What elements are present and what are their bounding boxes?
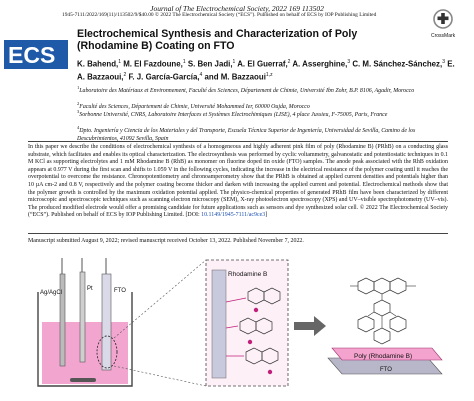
electrochemical-cell	[38, 258, 132, 386]
author-affiliation-marker: 1	[118, 59, 121, 65]
crossmark-icon	[433, 9, 453, 29]
substrate-label: FTO	[380, 367, 392, 373]
author-name: and M. Bazzaoui	[204, 72, 266, 82]
journal-title: Journal of The Electrochemical Society, 2022 169 113502	[150, 4, 324, 13]
author-name: M. El Fazdoune,	[123, 59, 183, 69]
doi-line: 1945-7111/2022/169(11)/113502/9/$40.00 © 2022 The Electrochemical Society (“ECS”). Published on behalf of ECS by IOP Publishing Limited	[62, 12, 377, 18]
fto-electrode-strip	[212, 270, 226, 378]
affiliation-4: $^4$Dpto. Ingeniería y Ciencia de los Materiales y del Transporte, Escuela Técnica Superior de Ingeniería, Universidad de Sevilla, Camino de los Descubrimientos, 41092 Sevilla, Spain	[77, 125, 416, 142]
electrode-ag-agcl	[60, 274, 65, 366]
affiliation-2: $^2$Faculté des Sciences, Département de Chimie, Université Mohammed Ier, 60000 Oujda, Morocco	[77, 101, 310, 110]
abstract-text: In this paper we describe the conditions of electrochemical synthesis of a homogeneous and highly adherent pink film of poly (Rhodamine B) (PRhB) on a conducting glass substrate, which facilitates and enables its optical characterization. The electrosynthesis was performed by cyclic voltammetry, galvanostatic and potentiostatic techniques in 0.1 M KCl as supporting electrolytes and 1 mM Rhodamine B (RhB) as monomer on fluorine doped tin oxide (FTO) samples. The anode peak associated with the RhB oxidation appears at 0.977 V during the first scan and shifts to 1.059 V in the following cycles, indicating the increase in the electrical resistance of the polymer coating until it reaches the overpotential to overcome the resistance. Chronopotentiometry and chronoamperometry show that the PRhB is obtained at applied current densities and potentials higher than 10 µA cm-2 and 0.8 V, respectively and the polymer coating become thicker and darken with increasing the applied current and potential. Electrochemical methods show that the polymer growth is controlled by the maximum oxidation potential applied. The physico-chemical properties of generated PRhB film have been characterized by different microscopic and spectroscopic techniques such as scanning electron microscopy (SEM), X-ray photoelectron spectroscopy (XPS) and UV–visible spectrophotometry (UV–vis). The produced modified electrode would offer a promising candidate for future applications such as sensors and dye synthesized solar cell.	[28, 144, 448, 211]
author-name: S. Ben Jadi,	[187, 59, 233, 69]
monomer-label: Rhodamine B	[228, 271, 268, 278]
author-affiliation-marker: 1,z	[265, 72, 273, 79]
abstract	[28, 144, 448, 220]
electrode-pt	[80, 272, 85, 362]
author-affiliation-marker: 3	[442, 59, 445, 65]
electrode-label-fto: FTO	[114, 288, 126, 294]
author-affiliation-marker: 2	[287, 59, 291, 65]
polymer-label: Poly (Rhodamine B)	[354, 353, 413, 360]
electrode-fto	[102, 274, 111, 370]
author-name: F. J. García-García,	[128, 72, 200, 82]
author-affiliation-marker: 4	[199, 72, 203, 79]
divider-bottom	[28, 233, 448, 234]
author-affiliation-marker: 1	[182, 59, 186, 65]
arrow-icon	[294, 316, 326, 336]
electrode-label-pt: Pt	[87, 286, 93, 292]
doi-link[interactable]: 10.1149/1945-7111/ac9ce3	[201, 212, 266, 219]
copyright-text: © 2022 The Electrochemical Society (“ECS”). Published on behalf of ECS by IOP Publishing Limited. [DOI:	[28, 204, 449, 219]
author-affiliation-marker: 1	[232, 59, 236, 65]
author-name: C. M. Sánchez-Sánchez,	[352, 59, 443, 69]
zoom-panel	[206, 260, 288, 386]
crossmark-badge[interactable]	[431, 9, 455, 39]
graphical-abstract	[28, 252, 448, 394]
article-title	[77, 28, 407, 52]
author-affiliation-marker: 2	[123, 72, 127, 79]
crossmark-label: CrossMark	[431, 33, 456, 39]
author-name: K. Bahend,	[77, 59, 119, 69]
polymer-coating-illustration	[328, 278, 442, 374]
author-name: A. El Guerraf,	[237, 59, 288, 69]
manuscript-dates: Manuscript submitted August 9, 2022; revised manuscript received October 13, 2022. Published November 7, 2022.	[28, 238, 304, 244]
affiliation-3: $^3$Sorbonne Université, CNRS, Laboratoire Interfaces et Systèmes Electrochimiques (LISE), 4 place Jussieu, F-75005, Paris, France	[77, 109, 388, 118]
copyright-end: ]	[265, 212, 268, 219]
author-affiliation-marker: 3	[347, 59, 351, 65]
author-name: E. A. Bazzaoui,	[77, 59, 455, 82]
electrode-label-ag-agcl: Ag/AgCl	[40, 290, 63, 296]
affiliation-1: $^1$Laboratoire des Matériaux et Environnement, Faculté des Sciences, Département de Chimie, Université Ibn Zohr, B.P. 8106, Agadir, Morocco	[77, 85, 415, 94]
ecs-logo	[4, 34, 70, 74]
title-line-2: (Rhodamine B) Coating on FTO	[77, 40, 235, 52]
divider-top	[28, 141, 448, 142]
author-name: A. Asserghine,	[292, 59, 348, 69]
author-list	[77, 57, 457, 83]
stir-bar	[70, 378, 96, 382]
title-line-1: Electrochemical Synthesis and Characterization of Poly	[77, 28, 358, 40]
ecs-logo-text: ECS	[8, 42, 56, 68]
